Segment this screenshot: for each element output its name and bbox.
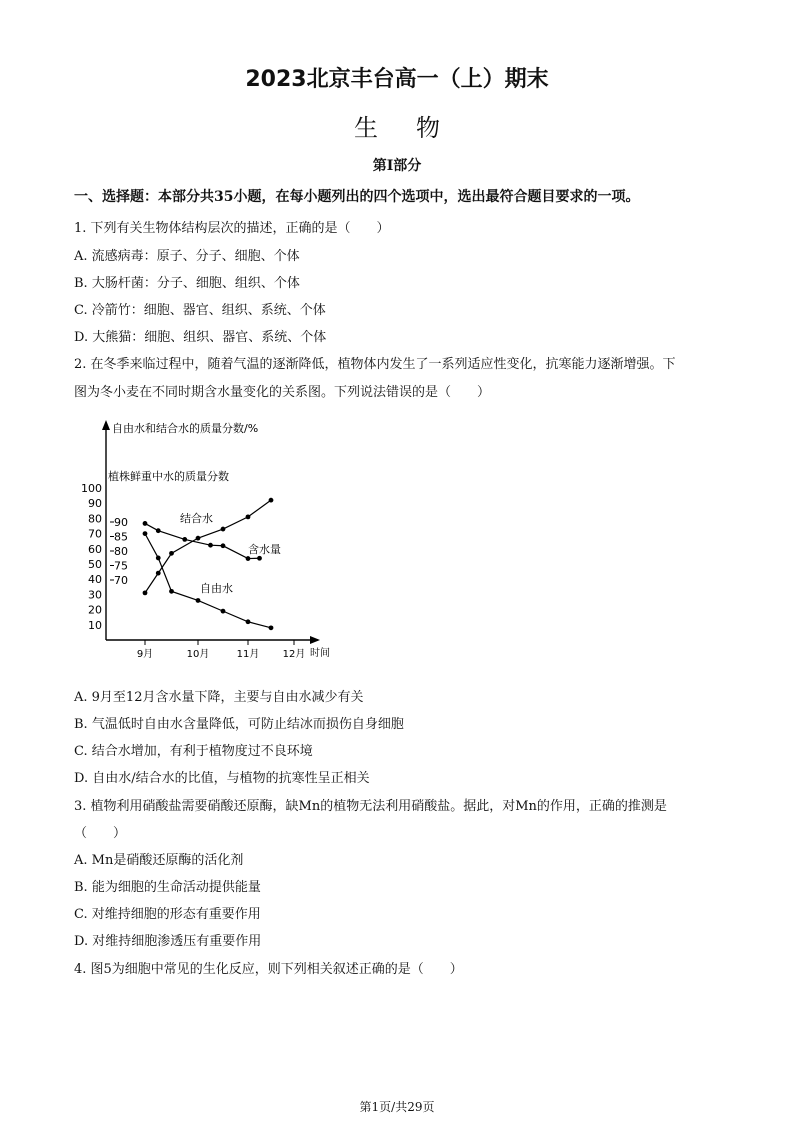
data-point (269, 498, 274, 503)
y2-tick-label: 85 (114, 530, 128, 544)
series-label: 结合水 (180, 512, 213, 525)
data-point (246, 619, 251, 624)
q1-option-c: C. 冷箭竹：细胞、器官、组织、系统、个体 (74, 303, 326, 318)
y-axis-label: 自由水和结合水的质量分数/% (112, 422, 259, 435)
y-tick-label: 50 (88, 558, 102, 571)
q1-option-d: D. 大熊猫：细胞、组织、器官、系统、个体 (74, 330, 327, 345)
y-tick-label: 90 (88, 497, 102, 511)
data-point (221, 609, 226, 614)
data-point (156, 556, 161, 561)
data-point (269, 625, 274, 630)
q1-stem: 1. 下列有关生物体结构层次的描述，正确的是（ ） (74, 221, 390, 236)
y-tick-label: 100 (81, 482, 102, 495)
data-point (156, 571, 161, 576)
data-point (246, 556, 251, 561)
y-axis-arrow (102, 420, 110, 430)
q2-option-b: B. 气温低时自由水含量降低，可防止结冰而损伤自身细胞 (74, 717, 404, 732)
subject-title: 生物 (354, 114, 478, 142)
y-tick-label: 40 (88, 573, 102, 587)
series-label: 含水量 (248, 543, 281, 556)
y2-tick-label: 90 (114, 516, 128, 529)
series-line-含水量 (145, 523, 260, 558)
data-point (143, 531, 148, 536)
y-tick-label: 80 (88, 512, 102, 526)
data-point (221, 543, 226, 548)
part-heading: 第I部分 (372, 158, 422, 174)
x-tick-label: 9月 (136, 649, 154, 660)
section-heading: 一、选择题：本部分共35小题，在每小题列出的四个选项中，选出最符合题目要求的一项。 (74, 189, 640, 205)
chart-series (143, 498, 281, 630)
q3-option-b: B. 能为细胞的生命活动提供能量 (74, 880, 261, 895)
q2-option-c: C. 结合水增加，有利于植物度过不良环境 (74, 744, 313, 759)
data-point (221, 527, 226, 532)
x-tick-label: 11月 (236, 649, 260, 660)
q3-option-a: A. Mn是硝酸还原酶的活化剂 (74, 853, 244, 868)
y2-tick-label: 75 (114, 559, 128, 573)
q2-option-a: A. 9月至12月含水量下降，主要与自由水减少有关 (74, 690, 364, 705)
y-tick-label: 60 (88, 542, 102, 556)
q3-option-d: D. 对维持细胞渗透压有重要作用 (74, 934, 262, 949)
x-axis-arrow (310, 636, 320, 644)
y-tick-label: 20 (88, 603, 102, 617)
q2-stem-line2: 图为冬小麦在不同时期含水量变化的关系图。下列说法错误的是（ ） (74, 385, 491, 400)
q3-stem-line2: （ ） (74, 826, 127, 841)
x-axis-label: 时间 (310, 648, 330, 659)
data-point (196, 598, 201, 603)
data-point (246, 514, 251, 519)
series-label: 自由水 (200, 582, 233, 595)
page-footer: 第1页/共29页 (359, 1100, 435, 1114)
chart-ticks (81, 482, 305, 660)
q1-option-b: B. 大肠杆菌：分子、细胞、组织、个体 (74, 276, 300, 291)
q4-stem: 4. 图5为细胞中常见的生化反应，则下列相关叙述正确的是（ ） (74, 962, 463, 977)
y-tick-label: 30 (88, 588, 102, 602)
q2-stem-line1: 2. 在冬季来临过程中，随着气温的逐渐降低，植物体内发生了一系列适应性变化，抗寒能力逐渐增强。下 (74, 357, 676, 372)
data-point (182, 537, 187, 542)
x-tick-label: 10月 (186, 649, 210, 660)
data-point (143, 521, 148, 526)
chart-axes (102, 420, 320, 644)
data-point (169, 589, 174, 594)
q3-option-c: C. 对维持细胞的形态有重要作用 (74, 907, 261, 922)
data-point (156, 528, 161, 533)
y-tick-label: 10 (88, 618, 102, 632)
y2-axis-label: 植株鲜重中水的质量分数 (108, 470, 229, 483)
data-point (169, 551, 174, 556)
y2-tick-label: 80 (114, 545, 128, 558)
page-title: 2023北京丰台高一（上）期末 (245, 67, 549, 92)
data-point (257, 556, 262, 561)
data-point (196, 536, 201, 541)
y-tick-label: 70 (88, 527, 102, 541)
data-point (143, 590, 148, 595)
x-tick-label: 12月 (282, 649, 306, 660)
q3-stem-line1: 3. 植物利用硝酸盐需要硝酸还原酶，缺Mn的植物无法利用硝酸盐。据此，对Mn的作用，正确的推测是 (74, 799, 667, 814)
y2-tick-label: 70 (114, 574, 128, 587)
water-content-chart (72, 416, 342, 664)
q2-option-d: D. 自由水/结合水的比值，与植物的抗寒性呈正相关 (74, 771, 370, 786)
data-point (208, 543, 213, 548)
q1-option-a: A. 流感病毒：原子、分子、细胞、个体 (74, 249, 300, 264)
